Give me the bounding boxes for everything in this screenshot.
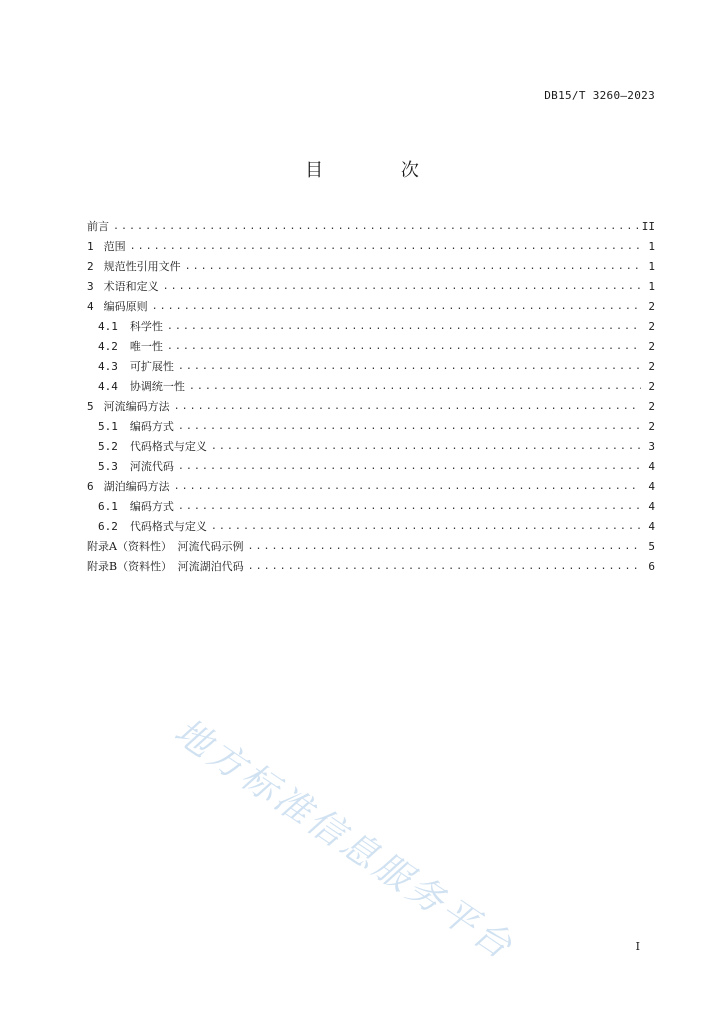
toc-entry-number: 6.2	[98, 520, 118, 533]
toc-entry-page: II	[641, 220, 655, 233]
toc-entry-number: 6	[87, 480, 94, 493]
toc-entry-page: 1	[648, 240, 655, 253]
toc-entry[interactable]	[87, 217, 655, 237]
toc-entry-page: 1	[648, 260, 655, 273]
toc-entry-page: 2	[648, 340, 655, 353]
toc-dot-leader	[178, 417, 641, 437]
toc-entry-number: 4.1	[98, 320, 118, 333]
toc-entry-number: 4.3	[98, 360, 118, 373]
toc-entry-number: 5.2	[98, 440, 118, 453]
toc-dot-leader	[248, 557, 641, 577]
toc-entry[interactable]	[87, 357, 655, 377]
toc-dot-leader	[130, 237, 641, 257]
toc-entry-page: 2	[648, 320, 655, 333]
toc-entry-title: 河流代码	[129, 460, 174, 473]
toc-dot-leader	[163, 277, 641, 297]
toc-entry-page: 2	[648, 360, 655, 373]
toc-entry[interactable]	[87, 557, 655, 577]
toc-entry[interactable]	[87, 297, 655, 317]
toc-entry-title: 代码格式与定义	[129, 520, 207, 533]
toc-entry-number: 1	[87, 240, 94, 253]
toc-entry-number: 5.3	[98, 460, 118, 473]
toc-dot-leader	[167, 317, 641, 337]
toc-entry[interactable]	[87, 337, 655, 357]
toc-entry[interactable]	[87, 477, 655, 497]
toc-entry-title: 编码方式	[129, 420, 174, 433]
toc-entry[interactable]	[87, 497, 655, 517]
toc-entry-title: 科学性	[129, 320, 163, 333]
toc-dot-leader	[174, 477, 641, 497]
toc-entry-number: 4	[87, 300, 94, 313]
toc-entry[interactable]	[87, 377, 655, 397]
toc-entry-title: 范围	[103, 240, 126, 253]
toc-entry[interactable]	[87, 437, 655, 457]
toc-dot-leader	[247, 537, 641, 557]
toc-entry-page: 6	[648, 560, 655, 573]
toc-entry-number: 3	[87, 280, 94, 293]
toc-entry[interactable]	[87, 257, 655, 277]
toc-dot-leader	[178, 357, 641, 377]
toc-entry-page: 2	[648, 420, 655, 433]
toc-entry-title: 规范性引用文件	[103, 260, 181, 273]
toc-dot-leader	[211, 517, 641, 537]
toc-entry-page: 2	[648, 380, 655, 393]
toc-entry-page: 4	[648, 520, 655, 533]
page-title: 目 次	[305, 160, 455, 181]
toc-dot-leader	[211, 437, 641, 457]
toc-entry-number: 5.1	[98, 420, 118, 433]
toc-entry-number: 4.2	[98, 340, 118, 353]
page-number: I	[635, 940, 640, 953]
table-of-contents	[87, 217, 655, 577]
toc-dot-leader	[167, 337, 641, 357]
toc-entry-page: 2	[648, 300, 655, 313]
toc-dot-leader	[113, 217, 638, 237]
toc-dot-leader	[174, 397, 641, 417]
toc-entry-title: 编码方式	[129, 500, 174, 513]
toc-entry-title: 代码格式与定义	[129, 440, 207, 453]
toc-dot-leader	[178, 457, 641, 477]
watermark: 地方标准信息服务平台	[166, 710, 522, 969]
toc-entry-page: 4	[648, 480, 655, 493]
toc-dot-leader	[189, 377, 641, 397]
toc-entry-title: 术语和定义	[103, 280, 159, 293]
toc-entry-page: 4	[648, 500, 655, 513]
toc-entry-number: 2	[87, 260, 94, 273]
toc-entry-title: 编码原则	[103, 300, 148, 313]
toc-entry-title: 附录A（资料性） 河流代码示例	[87, 540, 244, 553]
toc-entry-page: 1	[648, 280, 655, 293]
toc-entry-title: 前言	[87, 220, 109, 233]
toc-entry-title: 湖泊编码方法	[103, 480, 170, 493]
toc-entry-number: 5	[87, 400, 94, 413]
toc-entry[interactable]	[87, 417, 655, 437]
toc-entry-page: 2	[648, 400, 655, 413]
toc-entry[interactable]	[87, 457, 655, 477]
toc-entry-title: 附录B（资料性） 河流湖泊代码	[87, 560, 244, 573]
toc-entry-title: 河流编码方法	[103, 400, 170, 413]
toc-dot-leader	[178, 497, 641, 517]
toc-entry-title: 唯一性	[129, 340, 163, 353]
toc-entry[interactable]	[87, 237, 655, 257]
toc-entry[interactable]	[87, 317, 655, 337]
toc-entry-page: 5	[648, 540, 655, 553]
toc-entry-number: 4.4	[98, 380, 118, 393]
toc-entry[interactable]	[87, 537, 655, 557]
toc-entry-title: 协调统一性	[129, 380, 185, 393]
document-code: DB15/T 3260—2023	[544, 89, 655, 102]
toc-entry[interactable]	[87, 277, 655, 297]
toc-entry[interactable]	[87, 517, 655, 537]
toc-entry-page: 3	[648, 440, 655, 453]
toc-entry-number: 6.1	[98, 500, 118, 513]
toc-dot-leader	[185, 257, 641, 277]
toc-entry[interactable]	[87, 397, 655, 417]
toc-entry-page: 4	[648, 460, 655, 473]
toc-entry-title: 可扩展性	[129, 360, 174, 373]
toc-dot-leader	[152, 297, 641, 317]
